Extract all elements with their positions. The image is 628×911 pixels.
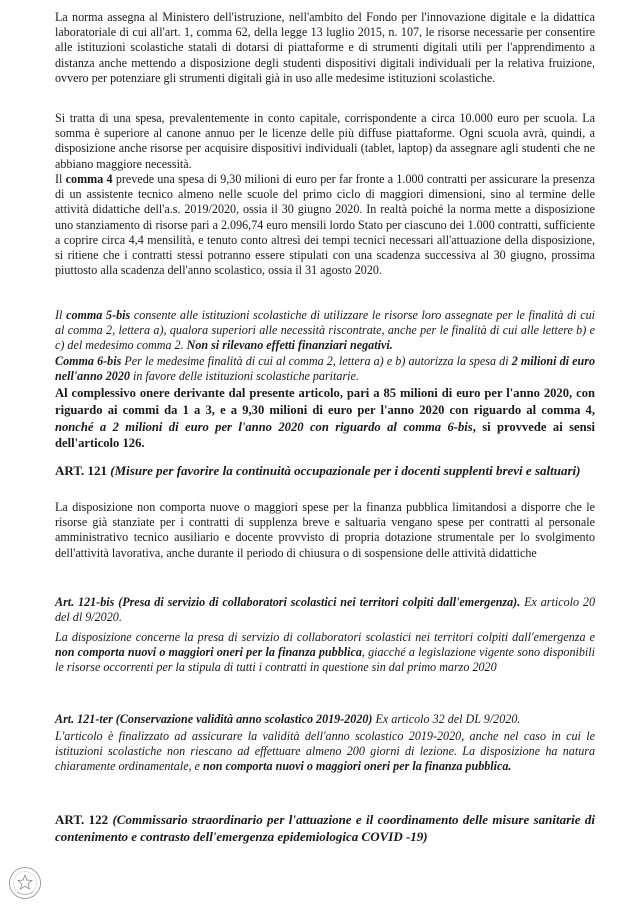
paragraph-comma-4 bbox=[55, 172, 595, 278]
paragraph-spesa-scuola bbox=[55, 111, 595, 172]
paragraph-comma-6-bis bbox=[55, 354, 595, 384]
text-run: prevede una spesa di 9,30 milioni di euro per far fronte a 1.000 contratti per assicurare la presenza di un assistente tecnico almeno nelle scuole del primo ciclo di maggiori dimensioni, sino al termine delle attività didattiche dell'a.s. 2019/2020, ossia il 30 giugno 2020. In realtà poiché la norma mette a disposizione uno stanziamento di risorse pari a 2.096,74 euro mensili lordo Stato per ciascuno dei 1.000 contratti, sufficiente a coprire circa 4,4 mensilità, e tenuto conto altresì dei tempi tecnici necessari all'attuazione della disposizione, si ritiene che i contratti stessi potranno essere stipulati con una scadenza successiva al 30 giugno, prossima piuttosto alla scadenza dell'anno scolastico, ossia il 31 agosto 2020. bbox=[55, 172, 595, 278]
text-run: Per le medesime finalità di cui al comma 2, lettera a) e b) autorizza la spesa di bbox=[121, 354, 512, 368]
text-run: , giacché a legislazione vigente sono disponibili le risorse occorrenti per la stipula di tutti i contratti in questione sin dal primo marzo 2020 bbox=[55, 645, 595, 675]
article-number: ART. 121 bbox=[55, 463, 111, 478]
paragraph-fondo-innovazione bbox=[55, 10, 595, 86]
paragraph-text: La disposizione non comporta nuove o maggiori spese per la finanza pubblica limitandosi a disporre che le risorse già stanziate per i contratti di supplenza breve e saltuaria vengano spese per contratti al personale amministrativo tecnico ausiliario e docente provvisto di propria dotazione strumentale per lo svolgimento dell'attività lavorativa, anche durante il periodo di chiusura o di sospensione delle attività didattiche bbox=[55, 500, 595, 560]
text-run: Il bbox=[55, 172, 66, 186]
article-title: (Misure per favorire la continuità occupazionale per i docenti supplenti brevi e saltuari) bbox=[110, 463, 581, 478]
text-run: La disposizione concerne la presa di servizio di collaboratori scolastici nei territori colpiti dall'emergenza e bbox=[55, 630, 595, 644]
text-run: consente alle istituzioni scolastiche di utilizzare le risorse loro assegnate per le finalità di cui al comma 2, lettera a), qualora superiori alle necessità riscontrate, anche per le finalità di cui alle lettere b) e c) del medesimo comma 2. bbox=[55, 308, 595, 353]
article-source: Ex articolo 20 del dl 9/2020. bbox=[55, 595, 596, 625]
article-title: Art. 121-ter (Conservazione validità anno scolastico 2019-2020) bbox=[55, 712, 373, 726]
article-121-bis-body bbox=[55, 630, 595, 676]
text-run: Il bbox=[55, 308, 67, 322]
text-run: in favore delle istituzioni scolastiche paritarie. bbox=[129, 369, 359, 384]
article-121-bis-heading bbox=[55, 595, 595, 625]
paragraph-onere-complessivo bbox=[55, 385, 595, 452]
article-121-ter-body bbox=[55, 729, 595, 775]
article-121-heading bbox=[55, 463, 595, 480]
article-122-heading bbox=[55, 812, 595, 845]
comma-reference: comma 5-bis bbox=[66, 308, 131, 322]
text-run: , si provvede ai sensi dell'articolo 126. bbox=[55, 419, 595, 451]
article-title: (Commissario straordinario per l'attuazione e il coordinamento delle misure sanitarie di contenimento e contrasto dell'emergenza epidemiologica COVID -19) bbox=[55, 812, 595, 844]
article-source: Ex articolo 32 del DL 9/2020. bbox=[372, 712, 521, 726]
article-121-ter-heading bbox=[55, 712, 595, 727]
official-seal-icon bbox=[8, 866, 42, 900]
comma-reference: comma 4 bbox=[65, 172, 113, 186]
comma-reference: Comma 6-bis bbox=[55, 354, 122, 368]
amount-highlight: 2 milioni di euro nell'anno 2020 bbox=[55, 354, 596, 384]
article-121-body bbox=[55, 500, 595, 561]
article-title: Art. 121-bis (Presa di servizio di collaboratori scolastici nei territori colpiti dall'emergenza). bbox=[55, 595, 521, 609]
amount-highlight: nonché a 2 milioni di euro per l'anno 2020 con riguardo al comma 6-bis bbox=[55, 419, 473, 434]
financial-effects-note: Non si rilevano effetti finanziari negativi. bbox=[186, 338, 393, 353]
article-number: ART. 122 bbox=[55, 812, 113, 827]
text-run: Al complessivo onere derivante dal presente articolo, pari a 85 milioni di euro per l'anno 2020, con riguardo ai commi da 1 a 3, e a 9,30 milioni di euro per l'anno 2020 con riguardo al comma 4, bbox=[55, 386, 595, 417]
paragraph-text: La norma assegna al Ministero dell'istruzione, nell'ambito del Fondo per l'innovazione digitale e la didattica laboratoriale di cui all'art. 1, comma 62, della legge 13 luglio 2015, n. 107, le risorse necessarie per consentire alle istituzioni scolastiche statali di dotarsi di piattaforme e di strumenti digitali utili per l'apprendimento a distanza anche mettendo a disposizione degli studenti dispositivi digitali individuali per la relativa fruizione, ovvero per potenziare gli strumenti digitali già in uso alle medesime istituzioni scolastiche. bbox=[55, 10, 595, 85]
paragraph-text: Si tratta di una spesa, prevalentemente in conto capitale, corrispondente a circa 10.000 euro per scuola. La somma è superiore al canone annuo per le licenze delle più diffuse piattaforme. Ogni scuola avrà, quindi, a disposizione anche risorse per acquisire dispositivi individuali (tablet, laptop) da assegnare agli studenti che ne abbiano maggiore necessità. bbox=[55, 111, 595, 171]
no-costs-note: non comporta nuovi o maggiori oneri per la finanza pubblica bbox=[55, 645, 362, 660]
paragraph-comma-5-bis bbox=[55, 308, 595, 354]
no-costs-note: non comporta nuovi o maggiori oneri per la finanza pubblica. bbox=[203, 759, 512, 774]
text-run: L'articolo è finalizzato ad assicurare la validità dell'anno scolastico 2019-2020, anche nel caso in cui le istituzioni scolastiche non riescano ad effettuare almeno 200 giorni di lezione. La disposizione ha natura chiaramente ordinamentale, e bbox=[55, 729, 595, 774]
